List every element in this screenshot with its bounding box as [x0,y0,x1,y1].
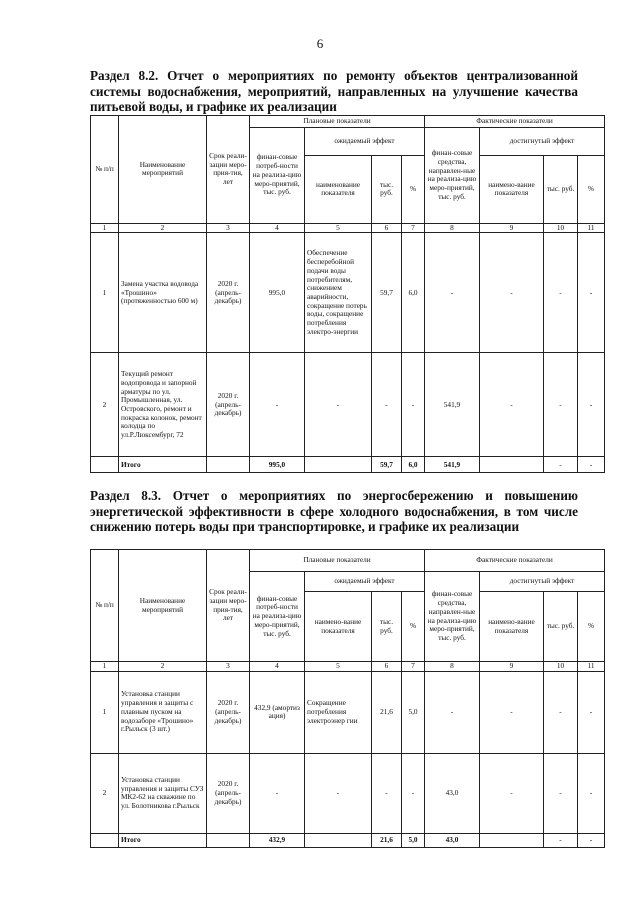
row-name: Текущий ремонт водопровода и запорной арматуры по ул. Промышленная, ул. Островского, ремонт и покраска колонок, ремонт колодца по ул.Р.Люксембург, 72 [119,353,207,457]
header-actual: Фактические показатели [425,116,605,128]
total-label: Итого [119,833,207,847]
col-number: 11 [578,223,605,233]
row-exp-name: Обеспечение бесперебойной подачи воды потребителям, снижением аварийности, сокращение потерь воды, сокращение потребления электро-энергии [305,233,372,353]
col-number: 8 [425,662,480,672]
header-term: Срок реали-зации меро-прия-тия, лет [207,550,250,662]
col-number: 1 [91,662,119,672]
col-number: 2 [119,662,207,672]
row-ach-name: - [480,233,544,353]
row-num: 1 [91,671,119,753]
col-number: 4 [250,223,305,233]
row-ach-unit: - [544,353,578,457]
col-number: 8 [425,223,480,233]
row-exp-pct: 5,0 [402,671,425,753]
header-achieved: достигнутый эффект [480,572,605,592]
col-number: 3 [207,662,250,672]
row-exp-name: - [305,353,372,457]
row-ach-unit: - [544,753,578,833]
row-exp-unit: - [372,753,402,833]
row-num: 1 [91,233,119,353]
row-exp-pct: - [402,753,425,833]
col-number: 4 [250,662,305,672]
col-number: 6 [372,662,402,672]
row-ach-name: - [480,671,544,753]
row-plan-fin: - [250,753,305,833]
header-ach-unit: тыс. руб. [544,155,578,223]
col-number: 1 [91,223,119,233]
header-num: № п/п [91,116,119,224]
col-number: 5 [305,662,372,672]
table-row [91,233,605,353]
row-exp-unit: 21,6 [372,671,402,753]
row-act-fin: 541,9 [425,353,480,457]
row-act-fin: - [425,233,480,353]
section-8-3-heading: Раздел 8.3. Отчет о мероприятиях по энергосбережению и повышению энергетической эффективности в сфере холодного водоснабжения, в том числе снижению потерь воды при транспортировке, и графике их реализации [90,488,578,534]
total-ach-pct: - [578,457,605,473]
table-row [91,671,605,753]
page-number: 6 [316,36,324,51]
header-ach-name: наимено-вание показателя [480,155,544,223]
row-ach-unit: - [544,233,578,353]
row-plan-fin: 995,0 [250,233,305,353]
header-expected: ожидаемый эффект [305,127,425,155]
total-exp-unit: 59,7 [372,457,402,473]
total-ach-pct: - [578,833,605,847]
total-exp-pct: 6,0 [402,457,425,473]
header-actual: Фактические показатели [425,550,605,572]
header-ach-pct: % [578,155,605,223]
header-ach-unit: тыс. руб. [544,592,578,662]
total-plan-fin: 995,0 [250,457,305,473]
row-ach-name: - [480,753,544,833]
row-term: 2020 г. (апрель-декабрь) [207,353,250,457]
table-8-3 [90,549,605,848]
table-8-2 [90,115,605,473]
col-number: 7 [402,662,425,672]
col-number: 10 [544,223,578,233]
row-ach-pct: - [578,353,605,457]
header-planned: Плановые показатели [250,550,425,572]
total-exp-pct: 5,0 [402,833,425,847]
total-exp-unit: 21,6 [372,833,402,847]
col-number: 9 [480,223,544,233]
header-exp-unit: тыс. руб. [372,592,402,662]
header-ach-name: наимено-вание показателя [480,592,544,662]
row-ach-unit: - [544,671,578,753]
header-name: Наименование мероприятий [119,550,207,662]
total-row [91,457,605,473]
total-act-fin: 541,9 [425,457,480,473]
row-ach-name: - [480,353,544,457]
row-ach-pct: - [578,233,605,353]
row-name: Установка станции управления и защиты с плавным пуском на водозаборе «Трошино» г.Рыльск (3 шт.) [119,671,207,753]
header-exp-name: наименование показателя [305,155,372,223]
col-number: 9 [480,662,544,672]
table-row [91,753,605,833]
row-plan-fin: 432,9 (амортиз ация) [250,671,305,753]
total-label: Итого [119,457,207,473]
header-name: Наименование мероприятий [119,116,207,224]
row-act-fin: 43,0 [425,753,480,833]
row-plan-fin: - [250,353,305,457]
row-name: Замена участка водовода «Трошино» (протяженностью 600 м) [119,233,207,353]
total-ach-unit: - [544,833,578,847]
col-number: 7 [402,223,425,233]
col-number: 5 [305,223,372,233]
row-ach-pct: - [578,753,605,833]
header-achieved: достигнутый эффект [480,127,605,155]
header-exp-name: наимено-вание показателя [305,592,372,662]
row-name: Установка станции управления и защиты СУЗ МК2-62 на скважине по ул. Болотникова г.Рыльск [119,753,207,833]
col-number: 10 [544,662,578,672]
header-expected: ожидаемый эффект [305,572,425,592]
total-row [91,833,605,847]
row-ach-pct: - [578,671,605,753]
header-planned: Плановые показатели [250,116,425,128]
row-term: 2020 г. (апрель-декабрь) [207,233,250,353]
section-8-2-heading: Раздел 8.2. Отчет о мероприятиях по ремонту объектов централизованной системы водоснабжения, мероприятий, направленных на улучшение качества питьевой воды, и графике их реализации [90,68,578,114]
col-number: 2 [119,223,207,233]
header-plan-fin: финан-совые потреб-ности на реализа-цию меро-приятий, тыс. руб. [250,127,305,223]
row-exp-name: Сокращение потребления электроэнер гии [305,671,372,753]
header-act-fin: финан-совые средства, направлен-ные на реализа-цию меро-приятий, тыс. руб. [425,572,480,662]
row-exp-pct: - [402,353,425,457]
header-exp-pct: % [402,155,425,223]
header-exp-unit: тыс. руб. [372,155,402,223]
table-row [91,353,605,457]
header-act-fin: финан-совые средства, направлен-ные на реализа-цию меро-приятий, тыс. руб. [425,127,480,223]
header-num: № п/п [91,550,119,662]
row-num: 2 [91,753,119,833]
row-num: 2 [91,353,119,457]
total-plan-fin: 432,9 [250,833,305,847]
row-exp-unit: 59,7 [372,233,402,353]
col-number: 11 [578,662,605,672]
row-exp-pct: 6,0 [402,233,425,353]
total-ach-unit: - [544,457,578,473]
header-exp-pct: % [402,592,425,662]
header-ach-pct: % [578,592,605,662]
header-plan-fin: финан-совые потреб-ности на реализа-цию меро-приятий, тыс. руб. [250,572,305,662]
total-act-fin: 43,0 [425,833,480,847]
col-number: 6 [372,223,402,233]
row-term: 2020 г. (апрель-декабрь) [207,671,250,753]
row-term: 2020 г. (апрель-декабрь) [207,753,250,833]
row-exp-name: - [305,753,372,833]
col-number: 3 [207,223,250,233]
header-term: Срок реали-зации меро-прия-тия, лет [207,116,250,224]
row-exp-unit: - [372,353,402,457]
row-act-fin: - [425,671,480,753]
